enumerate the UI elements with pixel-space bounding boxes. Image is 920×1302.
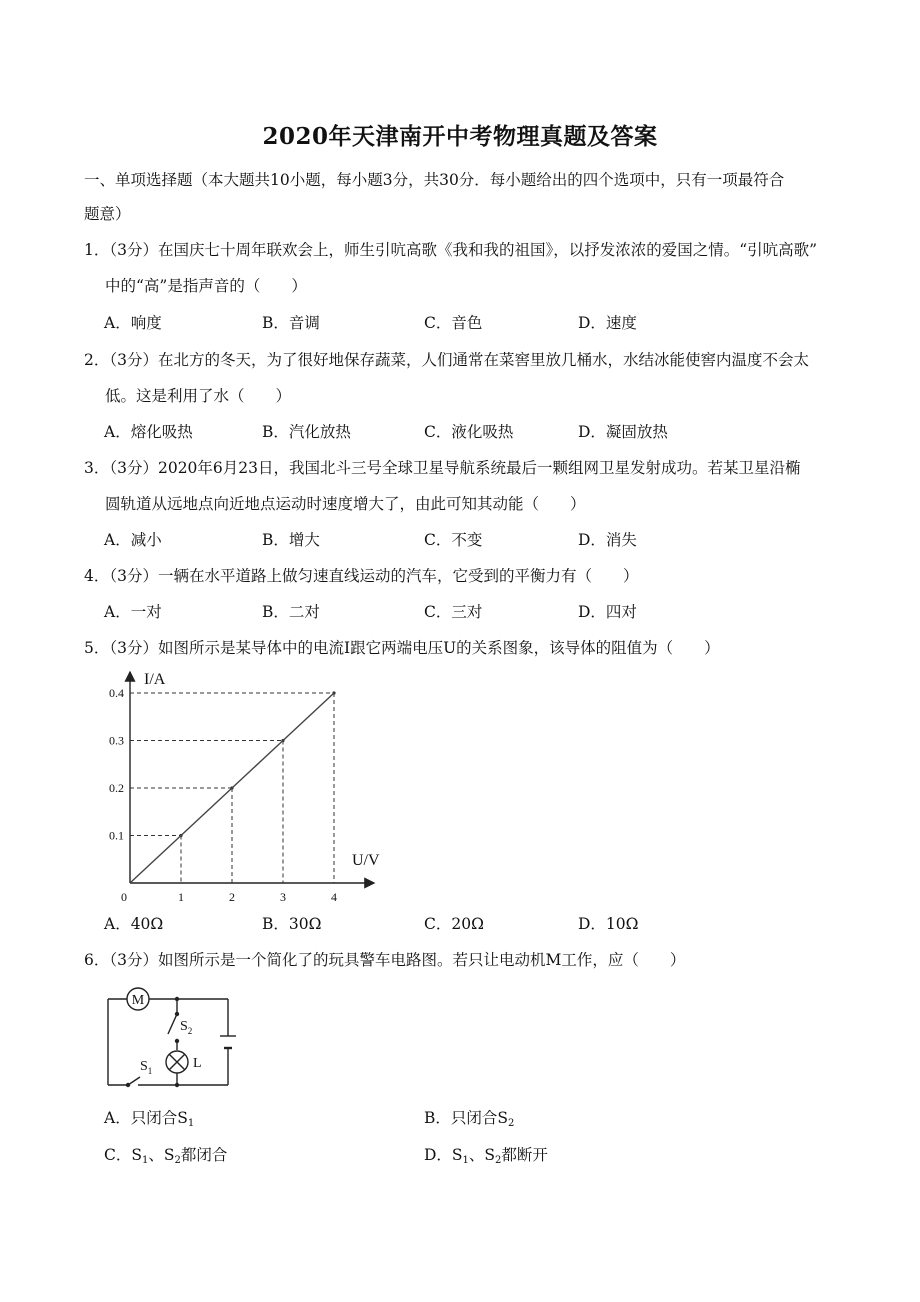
q5-option-b: B．30Ω <box>262 915 322 933</box>
x-tick-label: 4 <box>331 890 337 904</box>
switch-s1-label: $S_1$ <box>140 1059 153 1076</box>
x-tick-label: 1 <box>178 890 184 904</box>
q6-option-d: D．$S_1$、$S_2$都断开 <box>424 1146 548 1166</box>
y-tick-label: 0.3 <box>109 733 124 748</box>
section-heading: 一、单项选择题（本大题共10小题，每小题3分，共30分．每小题给出的四个选项中，只有一项最符合 <box>84 171 785 189</box>
q4-option-b: B．二对 <box>262 603 320 621</box>
q3-option-c: C．不变 <box>424 531 483 549</box>
q3-option-d: D．消失 <box>578 531 637 549</box>
q1-option-c: C．音色 <box>424 314 483 332</box>
q5-option-d: D．10Ω <box>578 915 639 933</box>
x-axis-label: U/V <box>352 852 380 869</box>
motor-label: M <box>131 993 145 1008</box>
current-voltage-graph <box>96 662 396 910</box>
q6-option-a: A．只闭合$S_1$ <box>104 1109 195 1129</box>
y-tick-label: 0.4 <box>109 686 124 700</box>
question-1-stem: 1．（3分）在国庆七十周年联欢会上，师生引吭高歌《我和我的祖国》，以抒发浓浓的爱国之情。“引吭高歌” <box>84 241 818 259</box>
question-3-stem-cont: 圆轨道从远地点向近地点运动时速度增大了，由此可知其动能（ ） <box>105 495 586 513</box>
question-6-stem: 6．（3分）如图所示是一个简化了的玩具警车电路图。若只让电动机M工作，应（ ） <box>84 951 686 969</box>
q6-option-b: B．只闭合$S_2$ <box>424 1109 515 1129</box>
switch-s2-label: $S_2$ <box>180 1019 193 1036</box>
q3-option-a: A．减小 <box>104 531 162 549</box>
x-tick-label: 2 <box>229 890 235 904</box>
section-heading-cont: 题意） <box>84 205 131 223</box>
q5-option-a: A．40Ω <box>104 915 164 933</box>
question-1-stem-cont: 中的“高”是指声音的（ ） <box>105 277 307 295</box>
y-tick-label: 0.1 <box>109 828 124 843</box>
question-3-stem: 3．（3分）2020年6月23日，我国北斗三号全球卫星导航系统最后一颗组网卫星发射成功。若某卫星沿椭 <box>84 459 801 477</box>
q2-option-d: D．凝固放热 <box>578 423 668 441</box>
q4-option-a: A．一对 <box>104 603 162 621</box>
page-title: 2020年天津南开中考物理真题及答案 <box>262 123 658 150</box>
q5-option-c: C．20Ω <box>424 915 484 933</box>
q4-option-d: D．四对 <box>578 603 637 621</box>
q1-option-d: D．速度 <box>578 314 637 332</box>
q3-option-b: B．增大 <box>262 531 320 549</box>
q2-option-a: A．熔化吸热 <box>104 423 193 441</box>
question-5-stem: 5．（3分）如图所示是某导体中的电流I跟它两端电压U的关系图象，该导体的阻值为（ ） <box>84 639 720 657</box>
y-tick-label: 0.2 <box>109 781 124 795</box>
q4-option-c: C．三对 <box>424 603 483 621</box>
x-tick-label: 0 <box>121 890 127 904</box>
q6-option-c: C．$S_1$、$S_2$都闭合 <box>104 1146 228 1166</box>
q2-option-b: B．汽化放热 <box>262 423 351 441</box>
question-2-stem: 2．（3分）在北方的冬天，为了很好地保存蔬菜，人们通常在菜窖里放几桶水，水结冰能使窖内温度不会太 <box>84 351 809 369</box>
toy-police-car-circuit <box>100 984 260 1094</box>
q2-option-c: C．液化吸热 <box>424 423 514 441</box>
question-4-stem: 4．（3分）一辆在水平道路上做匀速直线运动的汽车，它受到的平衡力有（ ） <box>84 567 639 585</box>
q1-option-b: B．音调 <box>262 314 320 332</box>
x-tick-label: 3 <box>280 890 286 904</box>
y-axis-label: I/A <box>144 671 166 688</box>
question-2-stem-cont: 低。这是利用了水（ ） <box>105 387 292 405</box>
q1-option-a: A．响度 <box>104 314 162 332</box>
lamp-label: L <box>193 1056 202 1071</box>
